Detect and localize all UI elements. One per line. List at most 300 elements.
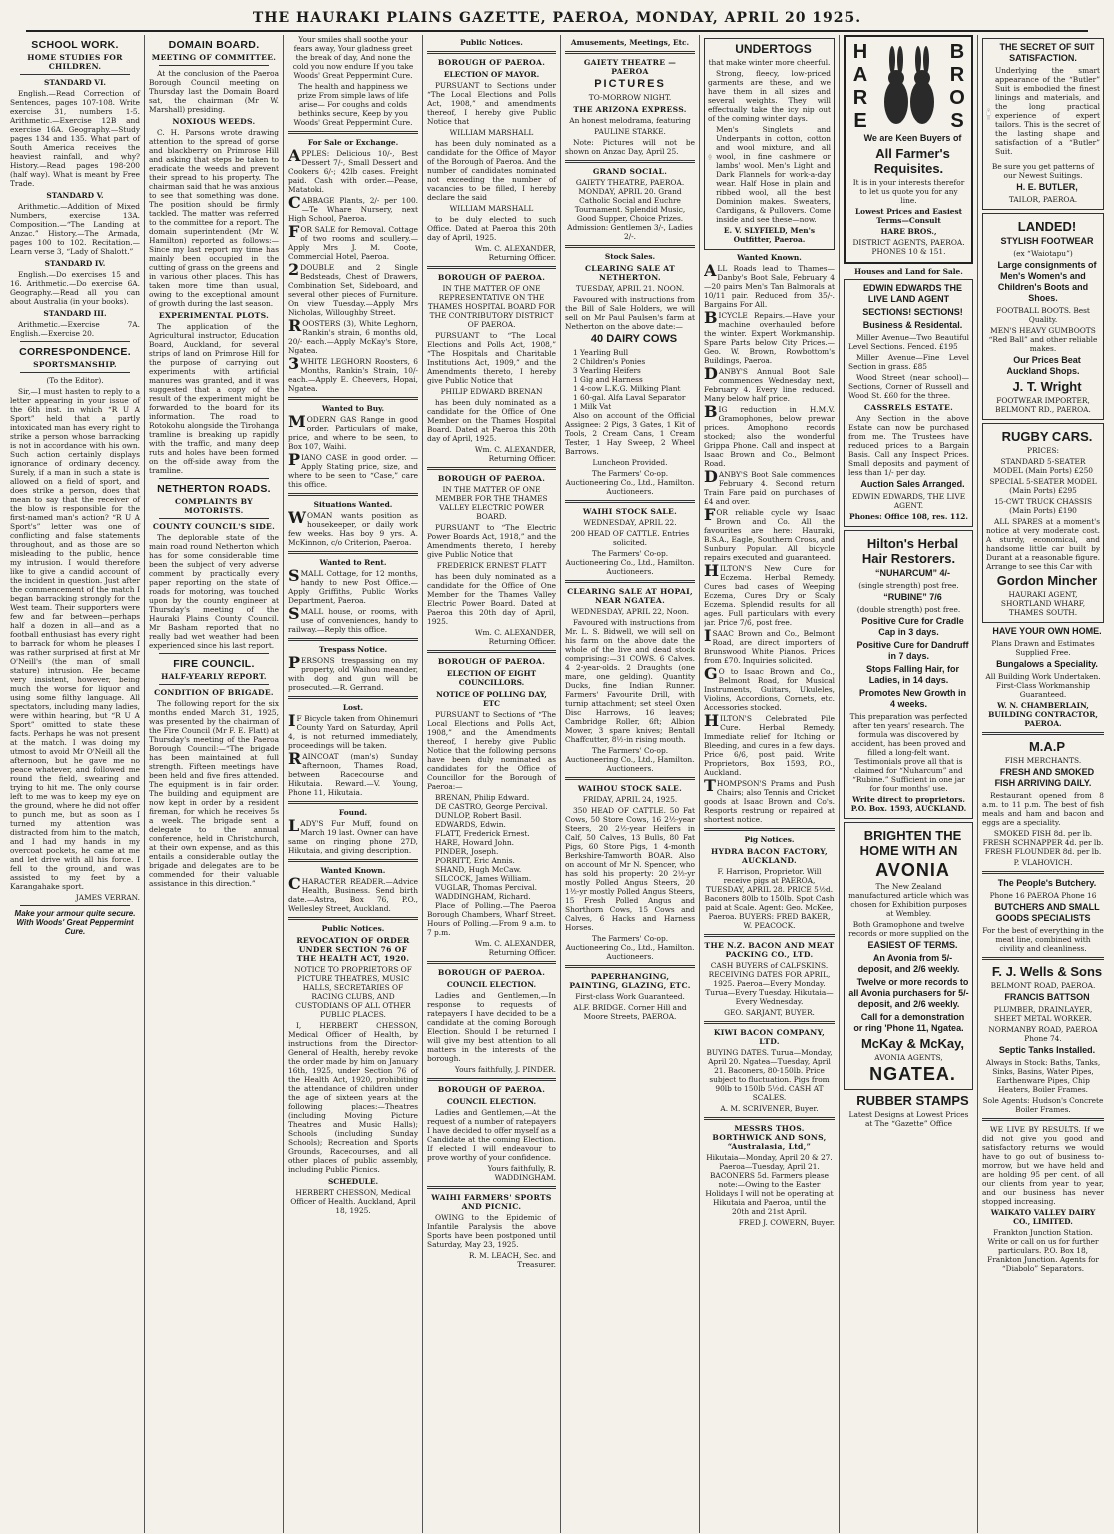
fire-council-title: FIRE COUNCIL. xyxy=(173,658,255,670)
cassrels-title: CASSRELS ESTATE. xyxy=(863,403,954,412)
hare-bros-letter: R xyxy=(949,64,965,86)
waihi-stock-date: WEDNESDAY, APRIL 22. xyxy=(583,518,677,527)
power-text-2: has been duly nominated as a candidate for the Office of One Member for the Thames Valley Electric Power Board. Dated at Paeroa this 20th day of April, 1925. xyxy=(427,572,556,626)
hare-bros-letter: E xyxy=(853,110,867,132)
sale-item: 2 Children's Ponies xyxy=(573,357,646,366)
classified-ad xyxy=(288,607,418,634)
rugby-text: ALL SPARES at a moment's notice at very moderate cost. A sturdy, economical, and handsome little car built by Durant at a reasonable figure. Arrange to see this Car with xyxy=(986,517,1100,571)
wanted-known-notice xyxy=(704,564,835,627)
nz-bacon-text: CASH BUYERS of CALFSKINS. RECEIVING DATES FOR APRIL, 1925. Paeroa—Every Monday. Turua—Every Tuesday. Hikutaia—Every Wednesday. xyxy=(705,961,834,1006)
man-in-suit-illustration xyxy=(986,66,991,162)
ad-text: F Bicycle taken from Ohinemuri County Yard on Saturday, April 4, is not returned immediately, proceedings will be taken. xyxy=(288,714,418,750)
drop-cap: F xyxy=(704,508,716,524)
cure-3: Stops Falling Hair, for Ladies, in 14 days. xyxy=(865,664,959,685)
hilton-hair-ad xyxy=(844,530,973,819)
experimental-plots-text: The application of the Agricultural instructor, Education Board, Auckland, for several strips of land on Primrose Hill for the purpose of carrying out experiments with artificial manures was granted, and it was suggested that a copy of the result of the experiment might be forwarded to the board for its information. The road to Rotokohu alongside the Tirohanga tramline is breaking up rapidly with the traffic, and many deep ruts and holes have been formed on the off-side away from the tramline. xyxy=(149,322,279,475)
hare-bros-letter: S xyxy=(950,110,964,132)
stock-text: Always in Stock: Baths, Tanks, Sinks, Basins, Water Pipes, Earthenware Pipes, Chip Heaters, Boiler Frames. xyxy=(985,1058,1101,1094)
bros-letters xyxy=(947,41,967,133)
call-demonstration: Call for a demonstration or ring 'Phone 11, Ngatea. xyxy=(853,1012,965,1033)
peppermint-poem: Your smiles shall soothe your fears away, Your gladness greet the break of day, And none the cold you now endure If you take Woods' Great Peppermint Cure. xyxy=(292,35,414,80)
anzac-note: Note: Pictures will not be shown on Anzac Day, April 25. xyxy=(565,138,695,156)
classified-ad xyxy=(288,714,418,750)
polling-subtitle: NOTICE OF POLLING DAY, ETC xyxy=(436,690,547,708)
standard-5-heading: STANDARD V. xyxy=(46,191,104,200)
columns xyxy=(6,35,1108,1533)
drop-cap: M xyxy=(288,415,306,431)
peppermint-cure-strip: Make your armour quite secure. With Woods' Great Peppermint Cure. xyxy=(14,909,136,936)
waihi-sports-title: WAIHI FARMERS' SPORTS AND PICNIC. xyxy=(431,1193,552,1211)
column-4 xyxy=(423,35,561,1533)
sale-item: 1 60-gal. Alfa Laval Separator xyxy=(573,393,686,402)
paperhanging-text: First-class Work Guaranteed. xyxy=(575,992,685,1001)
hare-text: It is in your interests therefor to let us quote you for any line. xyxy=(852,178,965,205)
wells-sons: F. J. Wells & Sons xyxy=(991,964,1103,979)
netherton-sale-text: Favoured with instructions from the Bill of Sale Holders, we will sell on Mr Paul Paulsen's farm at Netherton on the above date:— xyxy=(565,295,695,331)
councillors-text: PURSUANT to Sections of “The Local Elections and Polls Act, 1908,” and the Amendments thereof, I hereby give Public Notice that the following persons have been duly nominated as candidates for the Office of Councillor for the Borough of Paeroa:— xyxy=(427,710,556,791)
netherton-sale-list xyxy=(565,348,695,411)
undertogs-items: Men's Singlets and Underpants in cotton, cotton and wool mixture, and all wool, in fine cashmere or lambs' wool. Men's Light and Dark Flannels for work-a-day wear. Half Hose in plain and ribbed wool, all the best Dominion makes. Sweaters, Cardigans, & Pullovers. Come inside and see these—now. xyxy=(716,125,831,224)
single-strength: (single strength) post free. xyxy=(858,581,959,590)
masthead: THE HAURAKI PLAINS GAZETTE, PAEROA, MONDAY, APRIL 20 1925. xyxy=(26,10,1088,32)
classified-ad xyxy=(288,752,418,797)
netherton-sale-date: TUESDAY, APRIL 21. NOON. xyxy=(575,284,685,293)
butler-sub: TAILOR, PAEROA. xyxy=(1008,195,1078,204)
classified-ad xyxy=(288,225,418,261)
classified-ad xyxy=(288,357,418,393)
classified-ad xyxy=(288,149,418,194)
hare-bros-name: HARE BROS., xyxy=(880,227,937,236)
hilton-title: Hilton's Herbal Hair Restorers. xyxy=(861,536,959,566)
hare-bros-ad xyxy=(844,35,973,264)
candidate-name: SILCOCK, James William. xyxy=(435,874,532,883)
ad-text: ANBY'S Boot Sale commences February 4. Second return Train Fare paid on purchases of £4 and over. xyxy=(704,470,835,506)
avonia-text-2: Both Gramophone and twelve records or more supplied on the xyxy=(848,920,969,938)
drop-cap: W xyxy=(288,511,306,527)
wanted-known-heading-2: Wanted Known. xyxy=(737,253,802,262)
standard-4-text: English.—Do exercises 15 and 16. Arithmetic.—Do exercise 6A. Geography.—Read all you can about Australia (in your books). xyxy=(10,270,140,306)
ad-text: WHITE LEGHORN Roosters, 6 Months, Rankin's Strain, 10/- each.—Apply E. Cheevers, Hopai, Ngatea. xyxy=(288,357,418,393)
pauline-starke: PAULINE STARKE. xyxy=(594,127,666,136)
wood-street: Wood Street (near school)—Sections, Corner of Russell and Wood St. £60 for the three. xyxy=(848,373,969,400)
drop-cap: 3 xyxy=(288,357,300,373)
hopai-sale-text: Favoured with instructions from Mr. L. S. Bidwell, we will sell on his farm on the above date the whole of the live and dead stock comprising:—31 COWS. 6 Calves. 4 2-year-olds. 2 Draughts (one mare, one gelding). Quantity Ducks, fine Indian Runner. Farmers' Favourite Drill, with turnip attachment; set steel Oxen Disc Harrows, 16 leaves; Cambridge Roller, 6ft; Albion Mower, 3 spare knives; Bentall Chaffcutter, 8½-in rising mouth. xyxy=(565,618,695,744)
waihou-stock-date: FRIDAY, APRIL 24, 1925. xyxy=(582,795,678,804)
pig-notices-heading: Pig Notices. xyxy=(744,835,795,844)
sale-item: 1 Yearling Bull xyxy=(573,348,629,357)
ad-text: SAAC Brown and Co., Belmont Road, are direct importers of Brunswood White Pianos. Prices from £70. Inquiries solicited. xyxy=(704,629,835,665)
bungalows: Bungalows a Speciality. xyxy=(996,659,1098,669)
lowest-prices: Lowest Prices and Easiest Terms—Consult xyxy=(854,207,963,225)
wanted-known-notice xyxy=(704,508,835,562)
paperhanging-sign: ALF. BRIDGE. Corner Hill and Moore Streets, PAEROA. xyxy=(573,1003,687,1021)
wanted-to-rent-heading: Wanted to Rent. xyxy=(319,558,387,567)
candidate-name: SHAND, Hugh McCaw. xyxy=(435,865,522,874)
revocation-title: REVOCATION OF ORDER UNDER SECTION 76 OF THE HEALTH ACT, 1920. xyxy=(296,936,410,963)
tomorrow-night: TO-MORROW NIGHT. xyxy=(588,93,672,102)
football-boots: FOOTBALL BOOTS. Best Quality. xyxy=(996,306,1090,324)
prices-beat: Our Prices Beat Auckland Shops. xyxy=(1006,355,1081,376)
ad-text: ODERN GAS Range in good order. Particulars of make, price, and where to be seen, to Box 107, Waihi. xyxy=(288,415,418,451)
hare-letters xyxy=(850,41,870,133)
drop-cap: C xyxy=(288,877,301,893)
ad-text: PPLES: Delicious 10/-, Best Dessert 7/-, Small Dessert and Cookers 6/-; 42lb cases. Freight paid. Cash with order.—Pease, Matatoki. xyxy=(288,149,418,194)
to-editor: (To the Editor). xyxy=(46,376,104,385)
mckay-name: McKay & McKay, xyxy=(860,1036,965,1051)
auctioneers-1: The Farmers' Co-op. Auctioneering Co., Ltd., Hamilton. Auctioneers. xyxy=(565,469,695,496)
correspondence-letter: Sir,—I must hasten to reply to a letter appearing in your issue of the 6th inst. in which “R U A Sport” held that a partly intoxicated man has every right to strike a person whose barracking is not in accordance with his own. Such action certainly displays ignorance of ordinary decency. Surely, if a man in such a state is allowed on a field of sport, and does strike a person, does that mean to say that the receiver of the blow is responsible for the first-named man's action? “R U A Sport's” letter was one of conflicting and false statements throughout, and as those are so misleading to the public, hence my intrusion. I would therefore like to give a candid account of the incident in question. Just after the commencement of the match I began barracking strongly for the West team. Their supporters were few and far between—perhaps half a dozen in all—and as a football enthusiast has every right to barrack for whom he pleases I was rather surprised at first at Mr O'Neill's (the man of small stature) intrusion. He became very insistent, however, being much the worse for liquor and using some filthy language. All spectators, including many ladies, were within hearing, but “R U A Sport” omitted to state these facts. Perhaps he was not present at the match. I was doing my utmost to avoid Mr O'Neill all the afternoon, but he gave me no peace whatever, and followed me round the field, swearing and trying to hit me. The only course left to me was to keep my eye on the ground, where he did not offer to punch me, but as soon as I turned my attention was distracted from him to the match, and I had my hands in my overcoat pockets, he came at me and let drive with all his force. I fell to the ground, and was assisted to my feet by a Karangahake sport. xyxy=(10,387,140,891)
double-strength: (double strength) post free. xyxy=(856,605,961,614)
drop-cap: 2 xyxy=(288,263,300,279)
hare-bros-letter: O xyxy=(949,87,965,109)
suit-title: THE SECRET OF SUIT SATISFACTION. xyxy=(999,42,1095,63)
found-ads xyxy=(288,819,418,855)
results-text: WE LIVE BY RESULTS. If we did not give you good and satisfactory returns we would have to go out of business to-morrow, but we have held and are holding 95 per cent. of all our clients from year to year, and our business has never stopped increasing. xyxy=(982,1125,1104,1206)
column-2 xyxy=(145,35,284,1533)
borough-1-title: BOROUGH OF PAEROA. xyxy=(437,58,546,67)
cure-4: Promotes New Growth in 4 weeks. xyxy=(858,688,966,709)
man-in-underwear-illustration xyxy=(708,125,712,189)
grand-social: GRAND SOCIAL. xyxy=(592,167,668,176)
avonia-deposit: An Avonia from 5/- deposit, and 2/6 weekly. xyxy=(857,953,960,974)
slyfield-sign: E. V. SLYFIELD, Men's Outfitter, Paeroa. xyxy=(723,226,816,244)
candidate-name: BRENAN, Philip Edward. xyxy=(435,793,530,802)
trespass-ads xyxy=(288,656,418,692)
suit-text: Underlying the smart appearance of the “Butler” Suit is embodied the finest linings and materials, and the long practical experience of expert tailors. This is the secret of the lasting shape and satisfaction of a “Butler” Suit. xyxy=(995,66,1100,156)
peppermint-poem-2: The health and happiness we prize From simple laws of life arise— For coughs and colds bethinks secure, Keep by you Woods' Great Peppermint Cure. xyxy=(293,82,413,127)
netherton-roads-subtitle: COMPLAINTS BY MOTORISTS. xyxy=(175,497,253,515)
standard-6-heading: STANDARD VI. xyxy=(44,78,106,87)
classified-ad xyxy=(288,877,418,913)
waihi-sports-text: OWING to the Epidemic of Infantile Paralysis the above Sports have been postponed until Saturday, May 23, 1925. xyxy=(427,1213,556,1249)
hospital-text: PURSUANT to “The Local Elections and Polls Act, 1908,” “The Hospitals and Charitable Institutions Act, 1909,” and the Amendments thereto, I hereby give Public Notice that xyxy=(427,331,556,385)
situations-wanted-ads xyxy=(288,511,418,547)
ad-text: O to Isaac Brown and Co., Belmont Road, for Musical Instruments, Guitars, Ukuleles, Violins, Accordions, Cornets, etc. Accessories stocked. xyxy=(704,667,835,712)
wanted-to-buy-heading: Wanted to Buy. xyxy=(321,404,385,413)
wanted-known-heading: Wanted Known. xyxy=(320,866,386,875)
pictures-label: PICTURES xyxy=(594,78,666,90)
edwards-sign: EDWIN EDWARDS, THE LIVE AGENT. xyxy=(851,492,966,510)
ad-text: HARACTER READER.—Advice Health, Business. Send birth date.—Astra, Box 76, P.O., Wellesley Street, Auckland. xyxy=(288,877,418,913)
hopai-sale-date: WEDNESDAY, APRIL 22, Noon. xyxy=(570,607,690,616)
drop-cap: C xyxy=(288,196,301,212)
map-title: M.A.P xyxy=(1028,739,1066,754)
nz-bacon-sign: GEO. SARJANT, BUYER. xyxy=(724,1008,815,1017)
farmers-requisites: All Farmer's Requisites. xyxy=(873,146,950,176)
mayor-name: WILLIAM MARSHALL xyxy=(449,128,534,137)
classified-ad xyxy=(288,319,418,355)
wanted-known-notice xyxy=(704,779,835,824)
rubber-stamps: RUBBER STAMPS xyxy=(856,1093,969,1108)
lost-ads xyxy=(288,714,418,797)
ngatea-label: NGATEA. xyxy=(869,1064,956,1084)
wanted-known-notice xyxy=(704,311,835,365)
drop-cap: H xyxy=(704,564,720,580)
paperhanging-title: PAPERHANGING, PAINTING, GLAZING, ETC. xyxy=(569,972,691,990)
candidate-name: DUNLOP, Robert Basil. xyxy=(435,811,522,820)
school-work-subtitle: HOME STUDIES FOR CHILDREN. xyxy=(27,53,123,71)
drop-cap: A xyxy=(288,149,301,165)
ad-text: AINCOAT (man's) Sunday afternoon, Thames Road, between Racecourse and Hikutaia. Reward.—V. Young, Phone 11, Hikutaia. xyxy=(288,752,418,797)
auctioneers-3: The Farmers' Co-op. Auctioneering Co., Ltd., Hamilton. Auctioneers. xyxy=(565,746,695,773)
wanted-known-notice xyxy=(704,714,835,777)
drop-cap: H xyxy=(704,714,720,730)
auctioneers-2: The Farmers' Co-op. Auctioneering Co., Ltd., Hamilton. Auctioneers. xyxy=(565,549,695,576)
mayor-text-3: to be duly elected to such Office. Dated at Paeroa this 20th day of April, 1925. xyxy=(427,215,556,242)
ad-text: IANO CASE in good order. —Apply Stating price, size, and where to be seen to “Case,” care this office. xyxy=(288,453,418,489)
hospital-text-2: has been duly nominated as a candidate for the Office of One Member on the Thames Hospital Board. Dated at Paeroa this 20th day of April, 1925. xyxy=(427,398,556,443)
rugby-prices: PRICES: xyxy=(1026,446,1060,455)
hare-bros-letter: A xyxy=(852,64,868,86)
ad-text: IG reduction in H.M.V. Gramophones, below prewar prices. Amophono records stocked; also the wonderful Grippa Phone. Call and inspect at Isaac Brown and Co., Belmont Road. xyxy=(704,405,835,468)
correspondence-title: CORRESPONDENCE. xyxy=(19,346,131,358)
dairy-cows: 40 DAIRY COWS xyxy=(590,333,678,345)
for-sale-ads xyxy=(288,149,418,393)
revocation-text: I, HERBERT CHESSON, Medical Officer of Health, by instructions from the Director-General of Health, hereby revoke the order made by him on January 16th, 1925, under Section 76 of the Health Act, 1920, prohibiting the attendance of children under the age of sixteen years at the following places:—Theatres (including Moving Picture Theatres and Music Halls); Schools (including Sunday Schools); Recreation and Sports Grounds, Racecourses, and all other places of public assembly, including Public Picnics. xyxy=(288,1021,418,1174)
grand-social-text: GAIETY THEATRE, PAEROA. MONDAY, APRIL 20. Grand Catholic Social and Euchre Tournament. Splendid Music, Good Supper, Choice Prizes. Admission: Gentlemen 3/-, Ladies 2/-. xyxy=(567,178,693,241)
returning-officer: Wm. C. ALEXANDER, Returning Officer. xyxy=(474,244,556,262)
gumboots: MEN'S HEAVY GUMBOOTS “Red Ball” and other reliable makes. xyxy=(988,326,1098,353)
borthwick-title: MESSRS THOS. BORTHWICK AND SONS, “Australasia, Ltd,” xyxy=(712,1124,827,1151)
ad-text: OR reliable cycle wy Isaac Brown and Co. All the favourites are here: Hauraki, B.S.A., Eagle, Southern Cross, and Sunbury Popular. All bicycle repairs executed and guaranteed. xyxy=(704,508,835,562)
domain-board-title: DOMAIN BOARD. xyxy=(168,39,260,51)
classified-ad xyxy=(288,819,418,855)
fire-council-subtitle: HALF-YEARLY REPORT. xyxy=(161,672,267,681)
undertogs-subtitle: that make winter more cheerful. xyxy=(708,58,831,67)
hospital-board-subtitle: IN THE MATTER OF ONE REPRESENTATIVE ON THE THAMES HOSPITAL BOARD FOR THE CONTRIBUTORY DISTRICT OF PAEROA. xyxy=(427,284,556,329)
stock-sales-heading: Stock Sales. xyxy=(604,252,656,261)
waihi-stock-sale: WAIHI STOCK SALE. xyxy=(582,507,678,516)
business-residential: Business & Residental. xyxy=(862,320,963,330)
arizona-text: An honest melodrama, featuring xyxy=(569,116,691,125)
butler-suit-ad xyxy=(982,38,1104,210)
waihi-stock-text: 200 HEAD OF CATTLE. Entries solicited. xyxy=(570,529,690,547)
noxious-weeds-heading: NOXIOUS WEEDS. xyxy=(172,117,256,126)
brighten-home: BRIGHTEN THE HOME WITH AN xyxy=(859,828,962,858)
column-6 xyxy=(700,35,840,1533)
waihi-sports-sign: R. M. LEACH, Sec. and Treasurer. xyxy=(468,1251,556,1269)
borough-2-title: BOROUGH OF PAEROA. xyxy=(437,273,546,282)
candidate-name: WADDINGHAM, Richard. xyxy=(435,892,531,901)
mayor-text: PURSUANT to Sections under “The Local Elections and Polls Act, 1908,” and amendments thereof, I hereby give Public Notice that xyxy=(427,81,556,126)
hare-bros-letter: R xyxy=(852,87,868,109)
netherton-sale-text-2: Also on account of the Official Assignee: 2 Pigs, 3 Gates, 1 Kit of Tools, 2 Cream Cans, 1 Cream Tester, 1 Hay Sweep, 2 Wheel Barrows. xyxy=(565,411,695,456)
column-5 xyxy=(561,35,700,1533)
wanted-known-notice xyxy=(704,367,835,403)
condition-of-brigade: CONDITION OF BRIGADE. xyxy=(154,688,274,697)
ad-text: ICYCLE Repairs.—Have your machine overhauled before the winter. Expert Workmanship. Spare Parts below City Prices.—Geo. W. Brown, Rowbottom's Buildings, Paeroa. xyxy=(704,311,835,365)
sale-item: 1 4-cow L.K.G. Milking Plant xyxy=(573,384,681,393)
pinder-sign: Yours faithfully, J. PINDER. xyxy=(454,1065,556,1074)
rugby-cars-ad xyxy=(982,423,1104,623)
edwin-edwards-ad xyxy=(844,279,973,527)
gordon-mincher: Gordon Mincher xyxy=(996,573,1098,588)
avonia-agents: AVONIA AGENTS, xyxy=(874,1053,943,1062)
classified-ad xyxy=(288,263,418,317)
waihou-stock-text: 350 HEAD OF CATTLE. 50 Fat Cows, 50 Store Cows, 16 2½-year Steers, 20 2½-year Heifers in Calf, 50 Calves, 13 Bulls, 80 Fat Pigs, 60 Store Pigs, 1 4-month Berkshire-Tamworth BOAR. Also on account of Mr N. Spencer, who has sold his property: 20 2½-yr mostly Polled Angus Steers, 20 1½-yr mostly Polled Angus Steers, 15 Fresh Polled Angus and Shorthorn Cows, 15 Cows and Calves, 6 Hacks and Harness Horses. xyxy=(565,806,695,932)
waddingham-text: Ladies and Gentlemen,—At the request of a number of ratepayers I have decided to offer myself as a Candidate at the coming Election. If elected I will endeavour to prove worthy of your confidence. xyxy=(427,1108,556,1162)
stylish-footwear: STYLISH FOOTWEAR xyxy=(1000,236,1094,246)
drop-cap: I xyxy=(704,629,712,645)
noxious-weeds-text: C. H. Parsons wrote drawing attention to the spread of gorse and blackberry on Primrose Hill and asking that steps be taken to eradicate the weeds and prevent their spread to his property. The chairman said that he was anxious to see that something was done. The position should be firmly tackled. The matter was referred to the committee for a report. The domain superintendent (Mr W. Hamilton) reported as follows:—Since my last report my time has mainly been occupied in the cutting of grass on the greens and in various other places. This has taken more time than usual, owing to the exceptional amount of growth during the last season. xyxy=(149,128,279,308)
hare-agents: DISTRICT AGENTS, PAEROA. PHONES 10 & 151. xyxy=(852,238,965,256)
kiwi-bacon-title: KIWI BACON COMPANY, LTD. xyxy=(713,1028,826,1046)
undertogs-text: Strong, fleecy, low-priced garments are these, and we have them in all sizes and several weights. They will effectually take the icy nip out of the coming winter days. xyxy=(708,69,831,123)
sections-label: SECTIONS! SECTIONS! xyxy=(862,307,963,317)
arizona-express: THE ARIZONA EXPRESS. xyxy=(573,105,687,114)
council-election-1: COUNCIL ELECTION. xyxy=(446,980,537,989)
cure-1: Positive Cure for Cradle Cap in 3 days. xyxy=(861,616,964,637)
lost-heading: Lost. xyxy=(342,703,364,712)
ad-text: OR SALE for Removal. Cottage of two rooms and scullery.—Apply Mrs J. M. Coote, Commercial Hotel, Paeroa. xyxy=(288,225,418,261)
election-of-mayor: ELECTION OF MAYOR. xyxy=(443,70,540,79)
ad-text: ANBY'S Annual Boot Sale commences Wednesday next, February 4. Every line reduced. Many below half price. xyxy=(704,367,835,403)
wright-name: J. T. Wright xyxy=(1012,379,1082,394)
hydra-bacon-title: HYDRA BACON FACTORY, AUCKLAND. xyxy=(711,847,828,865)
candidate-name: VUGLAR, Thomas Percival. xyxy=(435,883,538,892)
wanted-to-rent-ads xyxy=(288,569,418,634)
councillors-subtitle: ELECTION OF EIGHT COUNCILLORS. xyxy=(446,669,537,687)
hilton-write: Write direct to proprietors. P.O. Box. 1593, AUCKLAND. xyxy=(850,795,967,813)
kiwi-bacon-text: BUYING DATES. Turua—Monday, April 20. Ngatea—Tuesday, April 21. Baconers, 80-150lb. Price subject to fluctuation. Pigs from 90lb to 150lb 5½d. CASH AT SCALES. xyxy=(706,1048,833,1102)
nuharcum-price: “NUHARCUM” 4/- xyxy=(875,568,950,578)
hare-bros-letter: H xyxy=(852,41,868,63)
gaiety-theatre: GAIETY THEATRE — PAEROA xyxy=(583,58,677,76)
drop-cap: D xyxy=(704,470,718,486)
auctioneers-4: The Farmers' Co-op. Auctioneering Co., Ltd., Hamilton. Auctioneers. xyxy=(565,934,695,961)
easiest-terms: EASIEST OF TERMS. xyxy=(867,940,958,950)
borough-3-title: BOROUGH OF PAEROA. xyxy=(437,474,546,483)
hospital-name: PHILIP EDWARD BRENAN xyxy=(440,387,543,396)
miller-2: Miller Avenue—Fine Level Section in grass. £85 xyxy=(848,353,969,371)
fresh-fish: FRESH AND SMOKED FISH ARRIVING DAILY. xyxy=(994,767,1095,788)
candidate-name: PINDER, Joseph. xyxy=(435,847,499,856)
drop-cap: P xyxy=(288,656,301,672)
fish-merchants: FISH MERCHANTS. xyxy=(1004,756,1082,765)
butchers-text: For the best of everything in the meat line, combined with civility and cleanliness. xyxy=(982,926,1104,953)
sale-item: 1 Gig and Harness xyxy=(573,375,643,384)
wanted-known-notice xyxy=(704,667,835,712)
houses-land-heading: Houses and Land for Sale. xyxy=(854,267,963,276)
drop-cap: L xyxy=(288,819,300,835)
drop-cap: D xyxy=(704,367,718,383)
ad-text: HOMPSON'S Prams and Push Chairs; also Tennis and Cricket goods at Isaac Brown and Co's. Resports restrung or repaired at shortest notice. xyxy=(704,779,835,824)
butler-name: H. E. BUTLER, xyxy=(1016,182,1078,192)
ad-text: DOUBLE and 2 Single Bedsteads, Chest of Drawers, Combination Set, Sideboard, and several other pieces of Furniture. On view Tuesday.—Apply Mrs Nicholas, Willoughby Street. xyxy=(288,263,418,317)
rubine-price: “RUBINE” 7/6 xyxy=(883,592,942,602)
rugby-special: SPECIAL 5-SEATER MODEL (Main Ports) £295 xyxy=(989,477,1097,495)
revocation-subtitle: NOTICE TO PROPRIETORS OF PICTURE THEATRES, MUSIC HALLS, SECRETARIES OF RACING CLUBS, AND CUSTODIANS OF ALL OTHER PUBLIC PLACES. xyxy=(294,965,412,1019)
candidate-name: DE CASTRO, George Percival. xyxy=(435,802,548,811)
kiwi-bacon-sign: A. M. SCRIVENER, Buyer. xyxy=(720,1104,819,1113)
keen-buyers: We are Keen Buyers of xyxy=(863,133,962,143)
wanted-known-notice xyxy=(704,264,835,309)
public-notices-heading-2: Public Notices. xyxy=(460,38,523,47)
drop-cap: R xyxy=(288,752,302,768)
classified-ad xyxy=(288,453,418,489)
peoples-butchery: The People's Butchery. xyxy=(997,878,1097,888)
amusements-heading: Amusements, Meetings, Etc. xyxy=(570,38,690,47)
candidate-name: EDWARDS, Edwin. xyxy=(435,820,506,829)
power-board-subtitle: IN THE MATTER OF ONE MEMBER FOR THE THAMES VALLEY ELECTRIC POWER BOARD. xyxy=(435,485,548,521)
waikato-dairy: WAIKATO VALLEY DAIRY CO., LIMITED. xyxy=(990,1208,1096,1226)
standard-5-text: Arithmetic.—Addition of Mixed Numbers, exercise 13A. Composition.—“The Landing at Anzac.” History.—The Armada, pages 100 to 102. Recitation.—Learn verse 3, “Lady of Shalott.” xyxy=(10,202,140,256)
borough-4-title: BOROUGH OF PAEROA. xyxy=(437,657,546,666)
for-sale-heading: For Sale or Exchange. xyxy=(307,138,399,147)
ad-text: LL Roads lead to Thames—Danby's Boot Sale, February 4—20 pairs Men's Tan Balmorals at 10/11 pair. Reduced from 35/-. Bargains For All. xyxy=(704,264,835,309)
edwards-title: EDWIN EDWARDS THE LIVE LAND AGENT xyxy=(863,283,962,304)
column-3 xyxy=(284,35,423,1533)
ad-text: OOSTERS (3), White Leghorn, Rankin's strain, 6 months old, 20/- each.—Apply McKay's Store, Ngatea. xyxy=(288,319,418,355)
ad-text: ABBAGE Plants, 2/- per 100. —Te Whare Nursery, next High School, Paeroa. xyxy=(288,196,418,223)
rugby-standard: STANDARD 5-SEATER MODEL (Main Ports) £250 xyxy=(993,457,1093,475)
candidate-name: HARE, Howard John. xyxy=(435,838,514,847)
rubber-stamps-sub: Latest Designs at Lowest Prices at The “Gazette” Office xyxy=(848,1110,969,1128)
drop-cap: A xyxy=(704,264,717,280)
situations-wanted-heading: Situations Wanted. xyxy=(313,500,393,509)
hopai-sale-title: CLEARING SALE AT HOPAI, NEAR NGATEA. xyxy=(567,587,693,605)
phone-16: Phone 16 PAEROA Phone 16 xyxy=(989,891,1097,900)
school-work-title: SCHOOL WORK. xyxy=(31,39,119,51)
candidate-name: PORRITT, Eric Annis. xyxy=(435,856,515,865)
revocation-signer: HERBERT CHESSON, Medical Officer of Health. Auckland, April 18, 1925. xyxy=(290,1188,416,1215)
pinder-text: Ladies and Gentlemen,—In response to requests of ratepayers I have decided to be a candidate at the coming Borough Election. Should I be returned I will give my best attention to all matters in the interests of the borough. xyxy=(427,991,556,1063)
drop-cap: T xyxy=(704,779,716,795)
wanted-known-notice xyxy=(704,405,835,468)
column-1 xyxy=(6,35,145,1533)
cure-2: Positive Cure for Dandruff in 7 days. xyxy=(856,640,969,661)
netherton-sale-title: CLEARING SALE AT NETHERTON. xyxy=(584,264,676,282)
normanby: NORMANBY ROAD, PAEROA Phone 74. xyxy=(988,1025,1098,1043)
twelve-records: Twelve or more records to all Avonia purchasers for 5/- deposit, and 2/6 weekly. xyxy=(848,977,969,1009)
ad-text: ADY'S Fur Muff, found on March 19 last. Owner can have same on ringing phone 27D, Hikutaia, and giving description. xyxy=(288,819,418,855)
netherton-roads-text: The deplorable state of the main road round Netherton which has for some considerable time been the subject of very adverse comment by practically every paper reporting on the state of roads for motoring, was touched upon by the county engineer at Thursday's meeting of the Hauraki Plains County Council. Mr Basham reported that no really bad wet weather had been experienced since his last report. xyxy=(149,533,279,650)
power-name: FREDERICK ERNEST FLATT xyxy=(436,561,547,570)
landed: LANDED! xyxy=(1017,219,1077,234)
wanted-known-notices xyxy=(704,264,835,824)
candidate-name: FLATT, Frederick Ernest. xyxy=(435,829,530,838)
waihou-stock-sale: WAIHOU STOCK SALE. xyxy=(577,784,683,793)
building: All Building Work Undertaken. First-Class Workmanship Guaranteed. xyxy=(985,672,1101,699)
avonia-wordmark: AVONIA xyxy=(875,860,950,880)
butchers: BUTCHERS AND SMALL GOODS SPECIALISTS xyxy=(994,902,1100,923)
miller-1: Miller Avenue—Two Beautiful Level Sections. Fenced. £195 xyxy=(848,333,969,351)
hudson: Sole Agents: Hudson's Concrete Boiler Frames. xyxy=(982,1096,1104,1114)
drop-cap: G xyxy=(704,667,718,683)
hydra-bacon-text: F. Harrison, Proprietor. Will receive pigs at PAEROA, TUESDAY, APRIL 28. PRICE 5½d. Baconers 80lb to 150lb. Spot Cash paid at Scale. Agent: Geo. McKee, Paeroa. BUYERS: FRED BAKER, W. PEACOCK. xyxy=(704,867,835,930)
standard-6-text: English.—Read Correction of Sentences, pages 107-108. Write exercise 31, numbers 1-5. Arithmetic.—Exercise 12B and exercise 16A. Geography.—Study pages 134 and 135. What part of South America receives the heaviest rainfall, and why? History.—Read pages 198-200 (half way). What is meant by Free Trade. xyxy=(10,89,140,188)
classified-ad xyxy=(288,656,418,692)
classified-ad xyxy=(288,511,418,547)
column-8 xyxy=(978,35,1108,1533)
rugby-truck: 15-CWT TRUCK CHASSIS (Main Ports) £190 xyxy=(993,497,1093,515)
avonia-ad xyxy=(844,822,973,1090)
drop-cap: R xyxy=(288,319,302,335)
luncheon-1: Luncheon Provided. xyxy=(592,458,668,467)
trespass-heading: Trespass Notice. xyxy=(318,645,388,654)
standard-4-heading: STANDARD IV. xyxy=(44,259,106,268)
power-text: PURSUANT to “The Electric Power Boards Act, 1918,” and the Amendments thereto, I hereby give Public Notice that xyxy=(427,523,556,559)
polling-text: Place of Polling.—The Paeroa Borough Chambers, Wharf Street. Hours of Polling.—From 9 a.m. to 7 p.m. xyxy=(427,901,556,937)
schedule-heading: SCHEDULE. xyxy=(327,1177,379,1186)
waddingham-sign: Yours faithfully, R. WADDINGHAM. xyxy=(487,1164,556,1182)
fish-text: Restaurant opened from 8 a.m. to 11 p.m. The best of fish meals and ham and bacon and eggs are a speciality. xyxy=(982,791,1104,827)
undertogs-title: UNDERTOGS xyxy=(735,42,812,56)
ad-text: ERSONS trespassing on my property, old Waihou meander, with dog and gun will be prosecuted.—R. Gerrand. xyxy=(288,656,418,692)
borthwick-text: Hikutaia—Monday, April 20 & 27. Paeroa—Tuesday, April 21. BACONERS 5d. Farmers please note:—Owing to the Easter Holidays I will not be operating at Hikutaia and Paeroa, until the 20th and 21st April. xyxy=(705,1153,834,1216)
wanted-known-notice xyxy=(704,629,835,665)
smoked-fish: SMOKED FISH 8d. per lb. FRESH SCHNAPPER 4d. per lb. FRESH FLOUNDER 8d. per lb. xyxy=(982,829,1104,856)
